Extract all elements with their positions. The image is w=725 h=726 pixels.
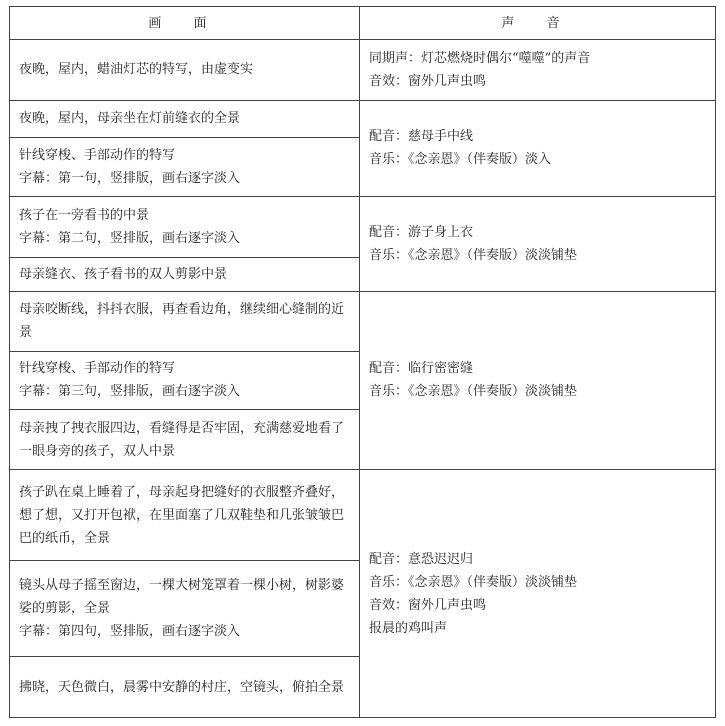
scene-line: 针线穿梭、手部动作的特写	[19, 361, 176, 377]
scene-cell	[10, 40, 360, 101]
scene-line: 针线穿梭、手部动作的特写	[19, 147, 176, 163]
sound-cell	[360, 470, 716, 718]
sound-line: 音乐：《念亲恩》（伴奏版）淡淡铺垫	[369, 384, 578, 400]
sound-line: 音乐：《念亲恩》（伴奏版）淡淡铺垫	[369, 247, 578, 263]
sound-line: 报晨的鸡叫声	[369, 620, 448, 636]
scene-cell	[10, 657, 360, 718]
scene-line: 孩子趴在桌上睡着了，母亲起身把缝好的衣服整齐叠好，想了想，又打开包袱，在里面塞了几双鞋垫和几张皱皱巴巴的纸币，全景	[19, 484, 345, 546]
scene-line: 镜头从母子摇至窗边，一棵大树笼罩着一棵小树，树影婆娑的剪影，全景	[19, 578, 345, 617]
sound-line: 配音：意恐迟迟归	[369, 551, 474, 567]
table-row	[10, 470, 716, 561]
sound-cell	[360, 196, 716, 291]
sound-line: 配音：临行密密缝	[369, 361, 474, 377]
sound-cell	[360, 100, 716, 196]
scene-line: 母亲拽了拽衣服四边，看缝得是否牢固，充满慈爱地看了一眼身旁的孩子，双人中景	[19, 420, 345, 459]
scene-cell	[10, 257, 360, 291]
scene-cell	[10, 291, 360, 351]
scene-line: 夜晚，屋内，母亲坐在灯前缝衣的全景	[19, 111, 241, 127]
table-row	[10, 291, 716, 351]
scene-cell	[10, 196, 360, 257]
sound-line: 音效：窗外几声虫鸣	[369, 73, 487, 89]
sound-line: 配音：游子身上衣	[369, 224, 474, 240]
sound-line: 音乐：《念亲恩》（伴奏版）淡淡铺垫	[369, 574, 578, 590]
table-row	[10, 40, 716, 101]
storyboard-table	[9, 6, 716, 718]
sound-cell	[360, 291, 716, 469]
scene-cell	[10, 410, 360, 470]
sound-line: 配音：慈母手中线	[369, 129, 474, 145]
scene-cell	[10, 351, 360, 410]
scene-line: 母亲咬断线，抖抖衣服，再查看边角，继续细心缝制的近景	[19, 302, 345, 341]
sound-line: 音效：窗外几声虫鸣	[369, 597, 487, 613]
scene-cell	[10, 100, 360, 137]
table-row	[10, 100, 716, 137]
header-sound: 声 音	[360, 7, 716, 40]
header-row	[10, 7, 716, 40]
scene-cell	[10, 138, 360, 197]
sound-line: 同期声：灯芯燃烧时偶尔“噬噬”的声音	[369, 50, 591, 66]
scene-line: 夜晚，屋内，蜡油灯芯的特写，由虚变实	[19, 62, 254, 78]
scene-cell	[10, 561, 360, 657]
scene-line: 字幕：第一句，竖排版，画右逐字淡入	[19, 170, 241, 186]
scene-line: 孩子在一旁看书的中景	[19, 207, 150, 223]
scene-line: 字幕：第二句，竖排版，画右逐字淡入	[19, 230, 241, 246]
sound-line: 音乐：《念亲恩》（伴奏版）淡入	[369, 152, 552, 168]
scene-line: 拂晓，天色微白，晨雾中安静的村庄，空镜头，俯拍全景	[19, 679, 345, 695]
scene-line: 母亲缝衣、孩子看书的双人剪影中景	[19, 266, 228, 282]
scene-cell	[10, 470, 360, 561]
scene-line: 字幕：第三句，竖排版，画右逐字淡入	[19, 384, 241, 400]
sound-cell	[360, 40, 716, 101]
table-row	[10, 196, 716, 257]
scene-line: 字幕：第四句，竖排版，画右逐字淡入	[19, 624, 241, 640]
header-picture: 画 面	[10, 7, 360, 40]
